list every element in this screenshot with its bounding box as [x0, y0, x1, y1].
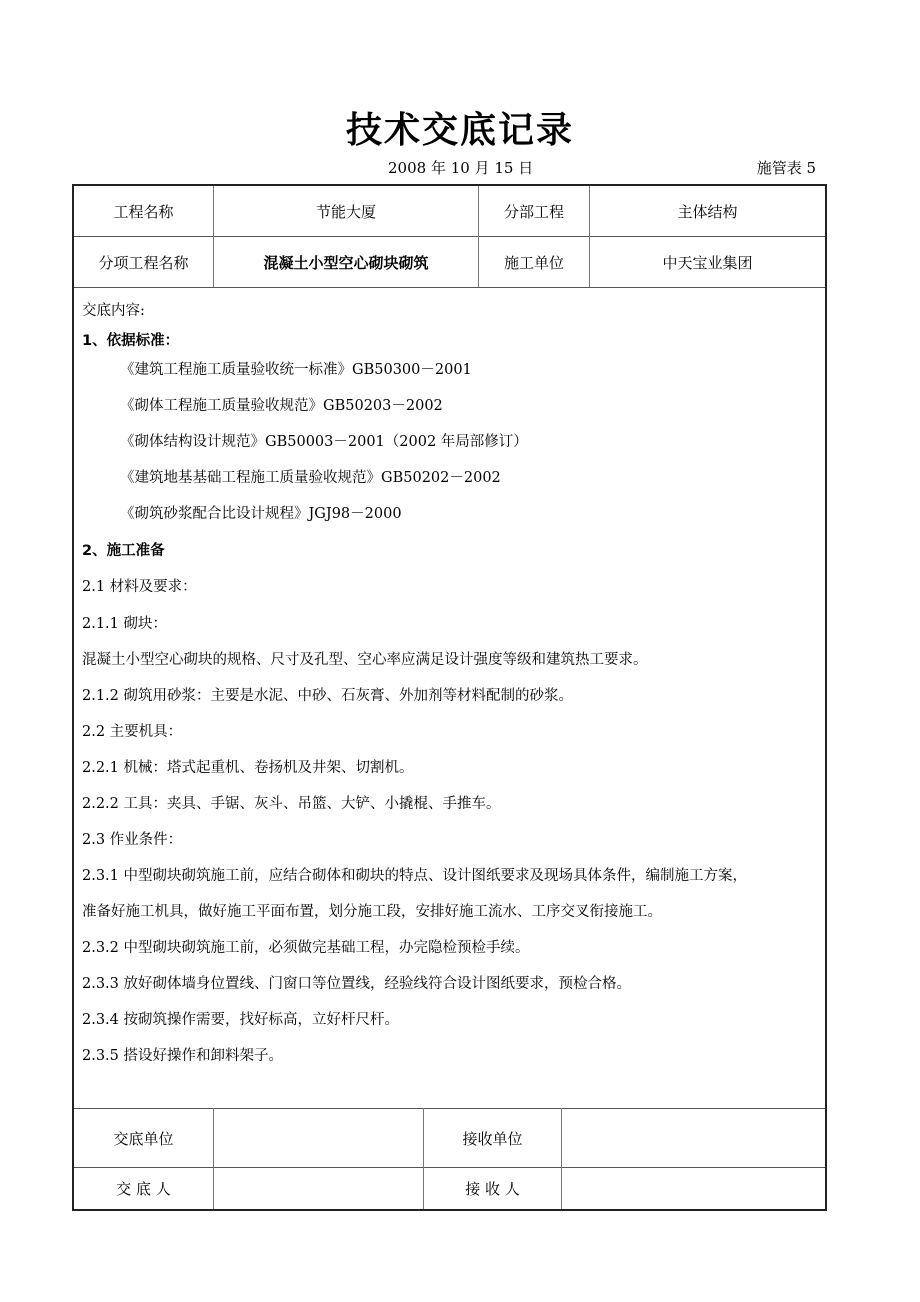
- division-label: 分部工程: [503, 202, 564, 221]
- handover-unit-field[interactable]: [214, 1109, 423, 1167]
- content-line: 《砌体工程施工质量验收规范》GB50203－2002: [120, 398, 443, 414]
- content-line: 2.3.3 放好砌体墙身位置线、门窗口等位置线，经验线符合设计图纸要求，预检合格。: [82, 976, 632, 992]
- date: 2008 年 10 月 15 日: [388, 159, 534, 177]
- handover-unit-label: 交底单位: [113, 1129, 174, 1148]
- content-line: 2.3 作业条件：: [82, 832, 183, 848]
- content-line: 《建筑工程施工质量验收统一标准》GB50300－2001: [120, 362, 472, 378]
- division-value: 主体结构: [677, 202, 738, 221]
- receiver-person-field[interactable]: [562, 1168, 825, 1209]
- project-name-label: 工程名称: [113, 202, 174, 221]
- content-line: 2.3.2 中型砌块砌筑施工前，必须做完基础工程，办完隐检预检手续。: [82, 940, 530, 956]
- content-line: 《砌体结构设计规范》GB50003－2001（2002 年局部修订）: [120, 434, 528, 450]
- contractor-value: 中天宝业集团: [662, 253, 753, 272]
- content-line: 2.2 主要机具：: [82, 724, 183, 740]
- content-line: 2.1.1 砌块：: [82, 616, 168, 632]
- content-line: 2.2.2 工具：夹具、手锯、灰斗、吊篮、大铲、小撬棍、手推车。: [82, 796, 501, 812]
- content-line: 2.3.1 中型砌块砌筑施工前，应结合砌体和砌块的特点、设计图纸要求及现场具体条件，编制施工方案，: [82, 868, 747, 884]
- content-line: 《建筑地基基础工程施工质量验收规范》GB50202－2002: [120, 470, 501, 486]
- form-number: 施管表 5: [756, 159, 816, 177]
- subitem-label: 分项工程名称: [98, 253, 189, 272]
- project-name-value: 节能大厦: [315, 202, 376, 221]
- content-line: 《砌筑砂浆配合比设计规程》JGJ98－2000: [120, 506, 402, 522]
- contractor-label: 施工单位: [503, 253, 564, 272]
- content-line: 2.3.4 按砌筑操作需要，找好标高，立好杆尺杆。: [82, 1012, 400, 1028]
- content-line: 2、施工准备: [82, 543, 165, 559]
- subitem-value: 混凝土小型空心砌块砌筑: [263, 253, 429, 272]
- content-line: 2.1.2 砌筑用砂浆：主要是水泥、中砂、石灰膏、外加剂等材料配制的砂浆。: [82, 688, 574, 704]
- content-line: 2.2.1 机械：塔式起重机、卷扬机及井架、切割机。: [82, 760, 414, 776]
- page-title: 技术交底记录: [345, 110, 574, 151]
- content-line: 2.3.5 搭设好操作和卸料架子。: [82, 1048, 284, 1064]
- receiver-unit-field[interactable]: [562, 1109, 825, 1167]
- handover-person-label: 交 底 人: [116, 1180, 171, 1198]
- content-line: 混凝土小型空心砌块的规格、尺寸及孔型、空心率应满足设计强度等级和建筑热工要求。: [82, 652, 648, 668]
- receiver-unit-label: 接收单位: [462, 1129, 523, 1148]
- receiver-person-label: 接 收 人: [465, 1180, 520, 1198]
- record-table: [72, 184, 827, 1211]
- content-line: 准备好施工机具，做好施工平面布置，划分施工段，安排好施工流水、工序交叉衔接施工。: [82, 904, 662, 920]
- handover-person-field[interactable]: [214, 1168, 423, 1209]
- content-heading: 交底内容:: [82, 303, 145, 319]
- content-line: 2.1 材料及要求：: [82, 579, 197, 595]
- content-line: 1、依据标准：: [82, 333, 180, 349]
